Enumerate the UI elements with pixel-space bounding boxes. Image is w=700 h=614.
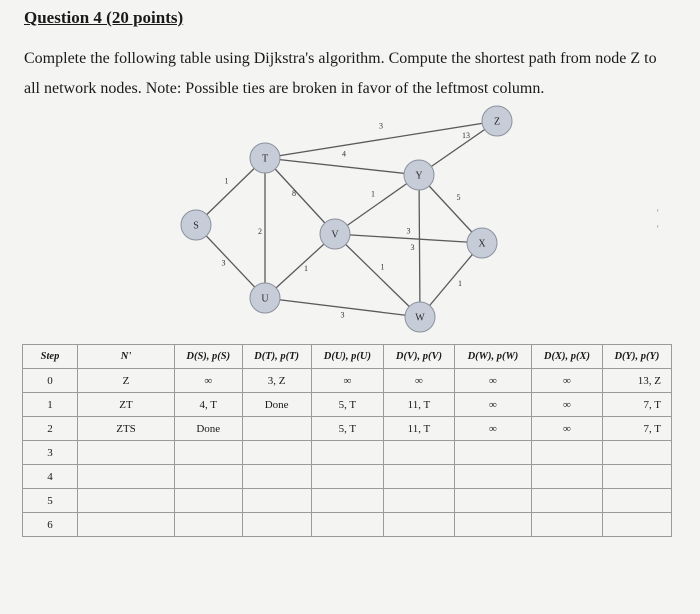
edge-weight-u-v: 1	[304, 264, 308, 273]
distance-cell: 4, T	[175, 393, 243, 417]
edge-weight-y-z: 13	[462, 131, 470, 140]
table-row	[23, 465, 672, 489]
distance-cell	[242, 417, 311, 441]
edge-weight-t-v: 8	[292, 189, 296, 198]
edge-weight-v-y: 1	[371, 189, 375, 199]
distance-cell: Done	[242, 393, 311, 417]
edge-weight-y-x: 5	[456, 193, 461, 202]
nprime-cell	[78, 489, 175, 513]
distance-cell	[532, 513, 603, 537]
node-label-t: T	[261, 153, 269, 165]
stray-mark: '	[657, 208, 659, 218]
table-row	[23, 393, 672, 417]
question-title: Question 4 (20 points)	[24, 8, 184, 27]
distance-cell	[532, 441, 603, 465]
nprime-cell: Z	[78, 369, 175, 393]
nprime-cell	[78, 441, 175, 465]
stray-mark: '	[657, 224, 659, 234]
edge-y-w	[419, 175, 420, 317]
distance-cell: Done	[175, 417, 243, 441]
distance-cell: ∞	[454, 417, 531, 441]
edge-weight-s-u: 3	[221, 258, 226, 268]
node-label-x: X	[478, 238, 486, 250]
distance-cell: 7, T	[602, 393, 671, 417]
table-row	[23, 513, 672, 537]
distance-cell: ∞	[454, 393, 531, 417]
question-text: Complete the following table using Dijkstra's algorithm. Compute the shortest path from node Z to all network nodes. Note: Possible ties are broken in favor of the leftmost column.	[24, 50, 657, 97]
distance-cell	[532, 489, 603, 513]
distance-cell	[384, 465, 455, 489]
dijkstra-table	[22, 344, 672, 537]
distance-cell	[454, 441, 531, 465]
distance-cell: ∞	[311, 369, 383, 393]
node-label-z: Z	[493, 116, 501, 128]
table-body	[23, 369, 672, 537]
distance-cell	[384, 489, 455, 513]
step-cell: 4	[23, 465, 78, 489]
step-cell: 3	[23, 441, 78, 465]
distance-cell	[242, 465, 311, 489]
edge-weight-t-z: 3	[379, 121, 383, 131]
nprime-cell	[78, 465, 175, 489]
distance-cell: 11, T	[384, 417, 455, 441]
header-cell-6: D(W), p(W)	[454, 345, 531, 369]
distance-cell: ∞	[532, 417, 603, 441]
node-label-v: V	[331, 229, 339, 241]
distance-cell: ∞	[175, 369, 243, 393]
distance-cell: ∞	[532, 369, 603, 393]
table-row	[23, 369, 672, 393]
edge-weight-v-w: 1	[380, 262, 385, 272]
distance-cell	[602, 465, 671, 489]
nprime-cell	[78, 513, 175, 537]
distance-cell	[242, 489, 311, 513]
step-cell: 5	[23, 489, 78, 513]
edge-weight-s-t: 1	[224, 176, 229, 186]
distance-cell	[602, 489, 671, 513]
distance-cell	[602, 513, 671, 537]
node-label-u: U	[261, 293, 269, 305]
distance-cell	[175, 513, 243, 537]
step-cell: 0	[23, 369, 78, 393]
distance-cell	[454, 513, 531, 537]
distance-cell	[175, 441, 243, 465]
distance-cell: 3, Z	[242, 369, 311, 393]
header-cell-3: D(T), p(T)	[242, 345, 311, 369]
table-row	[23, 489, 672, 513]
distance-cell	[175, 489, 243, 513]
step-cell: 2	[23, 417, 78, 441]
nprime-cell: ZTS	[78, 417, 175, 441]
edge-t-y	[265, 158, 419, 175]
distance-cell	[532, 465, 603, 489]
node-label-y: Y	[415, 170, 423, 182]
distance-cell	[384, 441, 455, 465]
distance-cell	[242, 513, 311, 537]
edge-weight-t-y: 4	[342, 149, 346, 159]
distance-cell: 7, T	[602, 417, 671, 441]
header-cell-8: D(Y), p(Y)	[602, 345, 671, 369]
header-cell-7: D(X), p(X)	[532, 345, 603, 369]
distance-cell	[602, 441, 671, 465]
node-label-s: S	[193, 220, 199, 232]
distance-cell	[175, 465, 243, 489]
distance-cell: 5, T	[311, 393, 383, 417]
distance-cell	[311, 513, 383, 537]
edge-weight-w-x: 1	[458, 279, 462, 288]
distance-cell: 11, T	[384, 393, 455, 417]
distance-cell	[311, 465, 383, 489]
header-cell-2: D(S), p(S)	[175, 345, 243, 369]
distance-cell: 13, Z	[602, 369, 671, 393]
distance-cell: ∞	[384, 369, 455, 393]
header-cell-0: Step	[23, 345, 78, 369]
table-row	[23, 441, 672, 465]
header-cell-5: D(V), p(V)	[384, 345, 455, 369]
table-header-row	[23, 345, 672, 369]
edge-weight-u-w: 3	[340, 310, 345, 320]
edge-weight-t-u: 2	[258, 227, 262, 236]
distance-cell	[454, 465, 531, 489]
edge-v-w	[335, 234, 420, 317]
distance-cell	[311, 441, 383, 465]
header-cell-1: N'	[78, 345, 175, 369]
distance-cell	[454, 489, 531, 513]
nprime-cell: ZT	[78, 393, 175, 417]
distance-cell	[311, 489, 383, 513]
edge-weight-y-w: 3	[410, 243, 415, 252]
distance-cell: ∞	[532, 393, 603, 417]
table-row	[23, 417, 672, 441]
edge-weight-v-x: 3	[406, 226, 411, 236]
distance-cell	[242, 441, 311, 465]
node-label-w: W	[415, 312, 425, 324]
graph-edges	[196, 121, 497, 317]
step-cell: 1	[23, 393, 78, 417]
distance-cell: ∞	[454, 369, 531, 393]
distance-cell: 5, T	[311, 417, 383, 441]
header-cell-4: D(U), p(U)	[311, 345, 383, 369]
step-cell: 6	[23, 513, 78, 537]
distance-cell	[384, 513, 455, 537]
